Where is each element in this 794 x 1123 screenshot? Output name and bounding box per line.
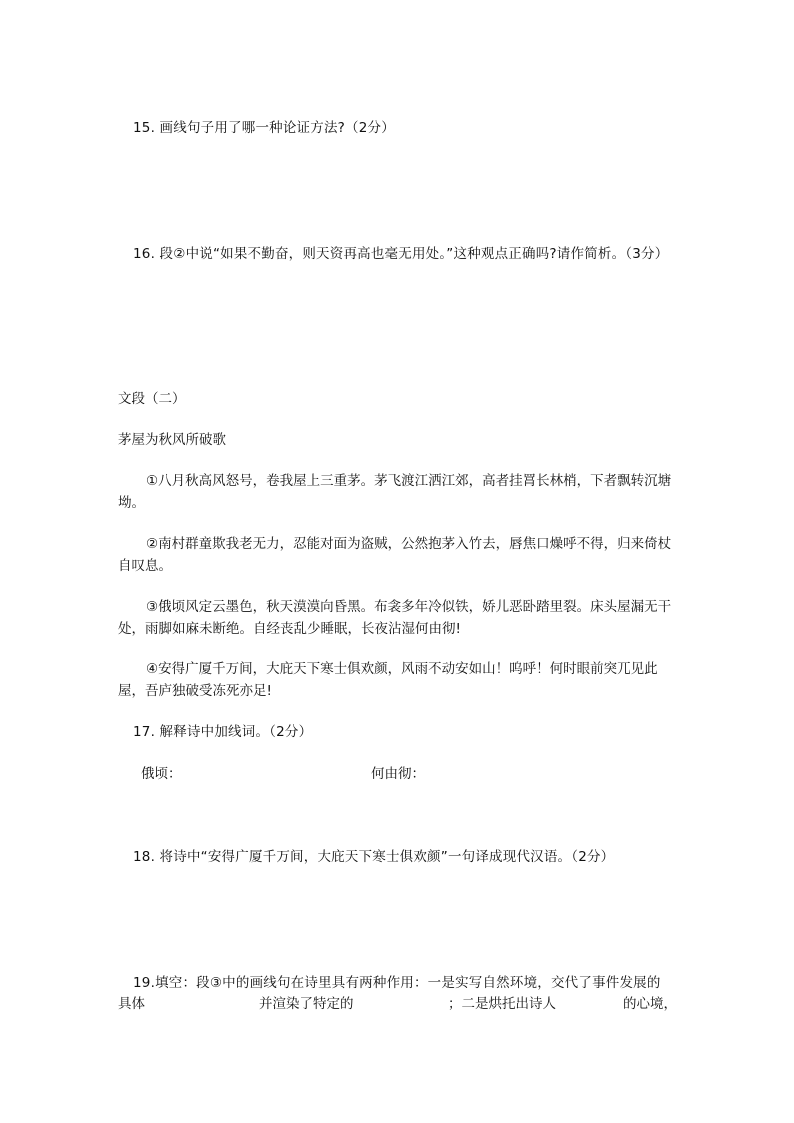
q17-answer-blank-1[interactable]: [200, 766, 360, 784]
q19-blank-1[interactable]: [150, 995, 250, 1013]
poem-stanza-1: ①八月秋高风怒号，卷我屋上三重茅。茅飞渡江洒江郊，高者挂罥长林梢，下者飘转沉塘坳。: [118, 473, 672, 511]
q19-label-1: 具体: [118, 996, 145, 1012]
poem-title: 茅屋为秋风所破歌: [118, 432, 226, 448]
section-heading: 文段（二）: [118, 391, 186, 407]
question-16: 16. 段②中说“如果不勤奋，则天资再高也毫无用处。”这种观点正确吗?请作简析。（3分）: [133, 246, 669, 262]
q19-label-4: 的心境，: [623, 996, 677, 1012]
q19-blank-2[interactable]: [360, 995, 440, 1013]
question-19-line-1: 19.填空：段③中的画线句在诗里具有两种作用：一是实写自然环境，交代了事件发展的: [133, 975, 661, 991]
q17-answer-blank-2[interactable]: [430, 766, 610, 784]
poem-stanza-3: ③俄顷风定云墨色，秋天漠漠向昏黑。布衾多年冷似铁，娇儿恶卧踏里裂。床头屋漏无干处，雨脚如麻未断绝。自经丧乱少睡眠，长夜沾湿何由彻!: [118, 599, 672, 637]
question-15: 15. 画线句子用了哪一种论证方法?（2分）: [133, 120, 395, 136]
q17-term-1: 俄顷：: [141, 766, 182, 782]
q19-label-2: 并渲染了特定的: [259, 996, 354, 1012]
poem-stanza-4: ④安得广厦千万间，大庇天下寒士俱欢颜，风雨不动安如山！呜呼！何时眼前突兀见此屋，吾庐独破受冻死亦足!: [118, 661, 658, 699]
q17-term-2: 何由彻：: [371, 766, 425, 782]
q19-label-3: ；二是烘托出诗人: [448, 996, 556, 1012]
question-17: 17. 解释诗中加线词。（2分）: [133, 724, 313, 740]
poem-stanza-2: ②南村群童欺我老无力，忍能对面为盗贼，公然抱茅入竹去，唇焦口燥呼不得，归来倚杖自叹息。: [118, 536, 672, 574]
q19-blank-3[interactable]: [565, 995, 620, 1013]
question-18: 18. 将诗中“安得广厦千万间，大庇天下寒士俱欢颜”一句译成现代汉语。（2分）: [133, 849, 615, 865]
